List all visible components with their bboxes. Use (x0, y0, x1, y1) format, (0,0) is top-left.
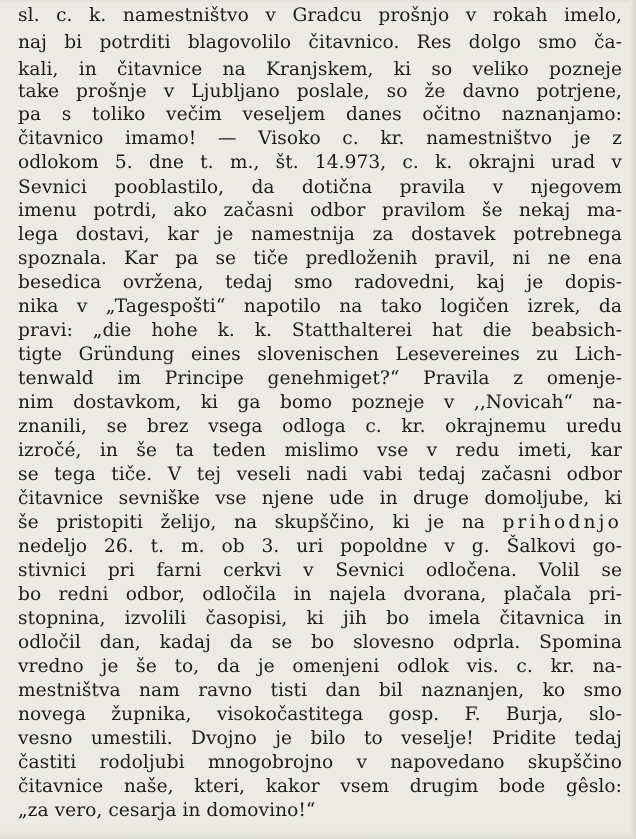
article-line: čitavnice naše, kteri, kakor vsem drugim bode gêslo: (18, 776, 622, 797)
article-line: vesno umestili. Dvojno je bilo to veselje! Pridite tedaj (18, 728, 622, 749)
article-line: Sevnici pooblastilo, da dotična pravila v njegovem (18, 177, 622, 198)
article-line: spoznala. Kar pa se tiče predloženih pravil, ni ne ena (18, 248, 622, 269)
article-line: naj bi potrditi blagovolilo čitavnico. Res dolgo smo ča- (18, 32, 622, 53)
article-line: pa s toliko večim veseljem danes očitno naznanjamo: (18, 104, 622, 125)
emphasized-word: prihodnjo (502, 512, 622, 533)
article-line: nedeljo 26. t. m. ob 3. uri popoldne v g. Šalkovi go- (18, 536, 622, 557)
article-line: čitavnice sevniške vse njene ude in druge domoljube, ki (18, 488, 622, 509)
article-line: stivnici pri farni cerkvi v Sevnici odločena. Volil se (18, 560, 622, 581)
article-line: znanili, se brez vsega odloga c. kr. okrajnemu uredu (18, 416, 622, 437)
article-column (18, 0, 622, 839)
article-line: vredno je še to, da je omenjeni odlok vis. c. kr. na- (18, 656, 622, 677)
article-line-text: še pristopiti želijo, na skupščino, ki je na (18, 512, 485, 533)
page-right-edge (630, 0, 636, 839)
article-line: bo redni odbor, odločila in najela dvorana, plačala pri- (18, 584, 622, 605)
article-line: besedica ovržena, tedaj smo radovedni, kaj je dopis- (18, 272, 622, 293)
article-line: take prošnje v Ljubljano poslale, so že davno potrjene, (18, 81, 622, 102)
article-line: nika v „Tagespošti“ napotilo na tako logičen izrek, da (18, 296, 622, 317)
article-line: odlokom 5. dne t. m., št. 14.973, c. k. okrajni urad v (18, 152, 622, 173)
article-line: tenwald im Principe genehmiget?“ Pravila z omenje- (18, 368, 622, 389)
article-line: imenu potrdi, ako začasni odbor pravilom še nekaj ma- (18, 200, 622, 221)
article-line: sl. c. k. namestništvo v Gradcu prošnjo v rokah imelo, (18, 5, 622, 26)
article-line: izročé, in še ta teden mislimo vse v redu imeti, kar (18, 440, 622, 461)
article-line: čitavnico imamo! — Visoko c. kr. namestništvo je z (18, 128, 622, 149)
article-line: „za vero, cesarja in domovino!“ (18, 800, 316, 821)
article-line: častiti rodoljubi mnogobrojno v napovedano skupščino (18, 752, 622, 773)
article-line: stopnina, izvolili časopisi, ki jih bo imela čitavnica in (18, 608, 622, 629)
article-line: nim dostavkom, ki ga bomo pozneje v ,,Novicah“ na- (18, 392, 622, 413)
article-line: mestništva nam ravno tisti dan bil naznanjen, ko smo (18, 680, 622, 701)
page-bottom-edge (0, 831, 636, 839)
article-line: novega župnika, visokočastitega gosp. F. Burja, slo- (18, 704, 622, 725)
article-line: se tega tiče. V tej veseli nadi vabi tedaj začasni odbor (18, 464, 622, 485)
article-line: pravi: „die hohe k. k. Statthalterei hat die beabsich- (18, 320, 622, 341)
article-line: tigte Gründung eines slovenischen Lesevereines zu Lich- (18, 344, 622, 365)
article-line: odločil dan, kadaj da se bo slovesno odprla. Spomina (18, 632, 622, 653)
article-line: lega dostavi, kar je namestnija za dostavek potrebnega (18, 224, 622, 245)
article-line: kali, in čitavnice na Kranjskem, ki so veliko pozneje (18, 59, 622, 80)
